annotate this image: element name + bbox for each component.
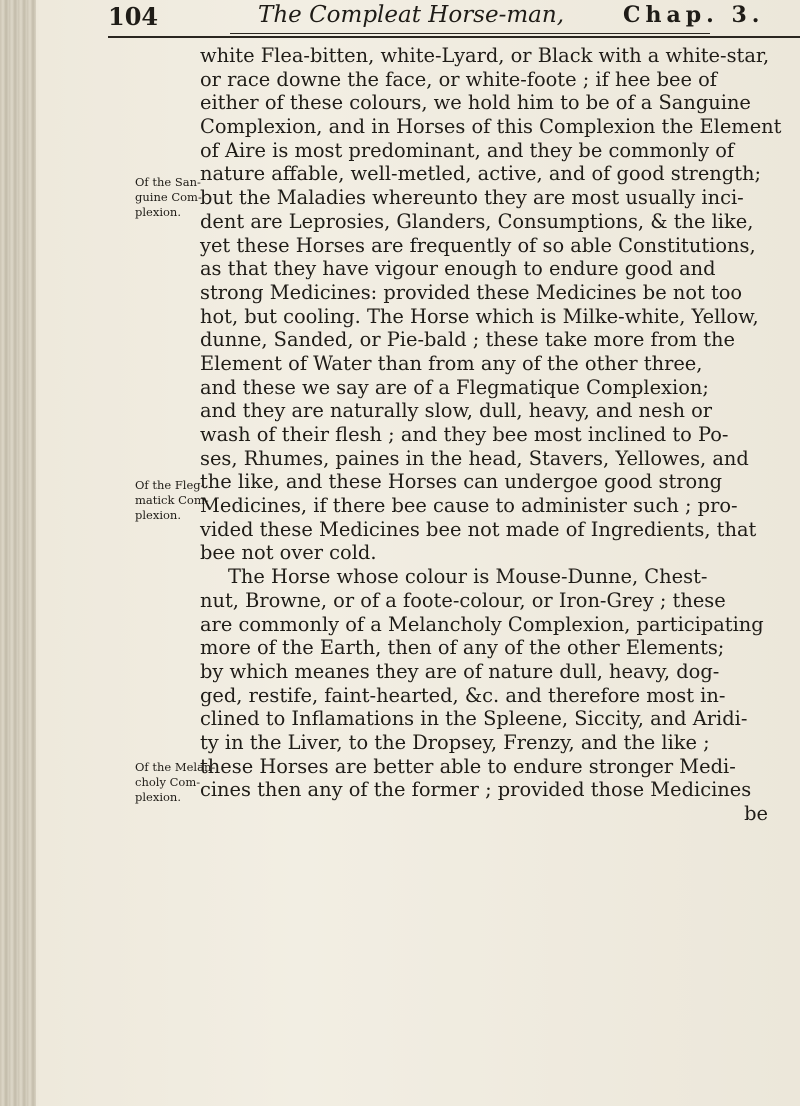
text-line: are commonly of a Melancholy Complexion, participating xyxy=(200,612,764,636)
text-line: dent are Leprosies, Glanders, Consumptions, & the like, xyxy=(200,209,754,233)
text-line: ty in the Liver, to the Dropsey, Frenzy, and the like ; xyxy=(200,730,710,754)
text-line: by which meanes they are of nature dull, heavy, dog- xyxy=(200,659,720,683)
text-line: either of these colours, we hold him to be of a Sanguine xyxy=(200,91,751,115)
text-line: wash of their flesh ; and they bee most inclined to Po- xyxy=(200,423,729,446)
text-line: strong Medicines: provided these Medicines be not too xyxy=(200,280,743,304)
margin-note-melancholy: Of the Melan- choly Com- plexion. xyxy=(135,760,216,804)
margin-note-flegmatick: Of the Fleg- matick Com- plexion. xyxy=(135,478,209,522)
text-line: more of the Earth, then of any of the other Elements; xyxy=(200,636,725,660)
text-line: as that they have vigour enough to endure good and xyxy=(200,257,716,281)
catchword: be xyxy=(744,802,768,825)
chapter-label: Chap. 3. xyxy=(623,2,765,28)
text-line: of Aire is most predominant, and they be commonly of xyxy=(200,138,735,162)
text-line: and they are naturally slow, dull, heavy, and nesh or xyxy=(200,399,713,423)
text-line: hot, but cooling. The Horse which is Milke-white, Yellow, xyxy=(200,304,759,328)
text-line: ged, restife, faint-hearted, &c. and therefore most in- xyxy=(200,683,726,707)
running-title: The Compleat Horse-man, xyxy=(258,2,565,28)
text-line: but the Maladies whereunto they are most usually inci- xyxy=(200,186,744,210)
text-line: dunne, Sanded, or Pie-bald ; these take more from the xyxy=(200,328,735,352)
text-line: white Flea-bitten, white-Lyard, or Black with a white-star, xyxy=(200,44,770,67)
text-line: yet these Horses are frequently of so able Constitutions, xyxy=(200,233,756,257)
text-line: bee not over cold. xyxy=(200,541,377,565)
text-line: cines then any of the former ; provided those Medicines xyxy=(200,778,752,802)
text-line: clined to Inflamations in the Spleene, Siccity, and Aridi- xyxy=(200,707,748,731)
page-number: 104 xyxy=(108,2,159,31)
text-line: The Horse whose colour is Mouse-Dunne, Chest- xyxy=(228,565,708,589)
text-line: nature affable, well-metled, active, and of good strength; xyxy=(200,162,762,186)
text-line: Complexion, and in Horses of this Complexion the Element xyxy=(200,115,782,139)
header-rule xyxy=(108,36,800,38)
text-line: the like, and these Horses can undergoe good strong xyxy=(200,470,723,494)
text-line: nut, Browne, or of a foote-colour, or Iron-Grey ; these xyxy=(200,588,726,612)
text-line: these Horses are better able to endure stronger Medi- xyxy=(200,754,736,778)
text-line: vided these Medicines bee not made of Ingredients, that xyxy=(200,517,757,541)
text-line: or race downe the face, or white-foote ; if hee bee of xyxy=(200,67,717,91)
text-line: and these we say are of a Flegmatique Complexion; xyxy=(200,375,709,399)
text-line: ses, Rhumes, paines in the head, Stavers, Yellowes, and xyxy=(200,446,749,470)
text-line: Element of Water than from any of the other three, xyxy=(200,351,703,375)
binding-gutter xyxy=(0,0,36,1106)
margin-note-sanguine: Of the San- guine Com- plexion. xyxy=(135,175,202,219)
header-rule-thin xyxy=(230,33,710,34)
text-line: Medicines, if there bee cause to administer such ; pro- xyxy=(200,494,738,518)
body-text xyxy=(200,44,800,826)
